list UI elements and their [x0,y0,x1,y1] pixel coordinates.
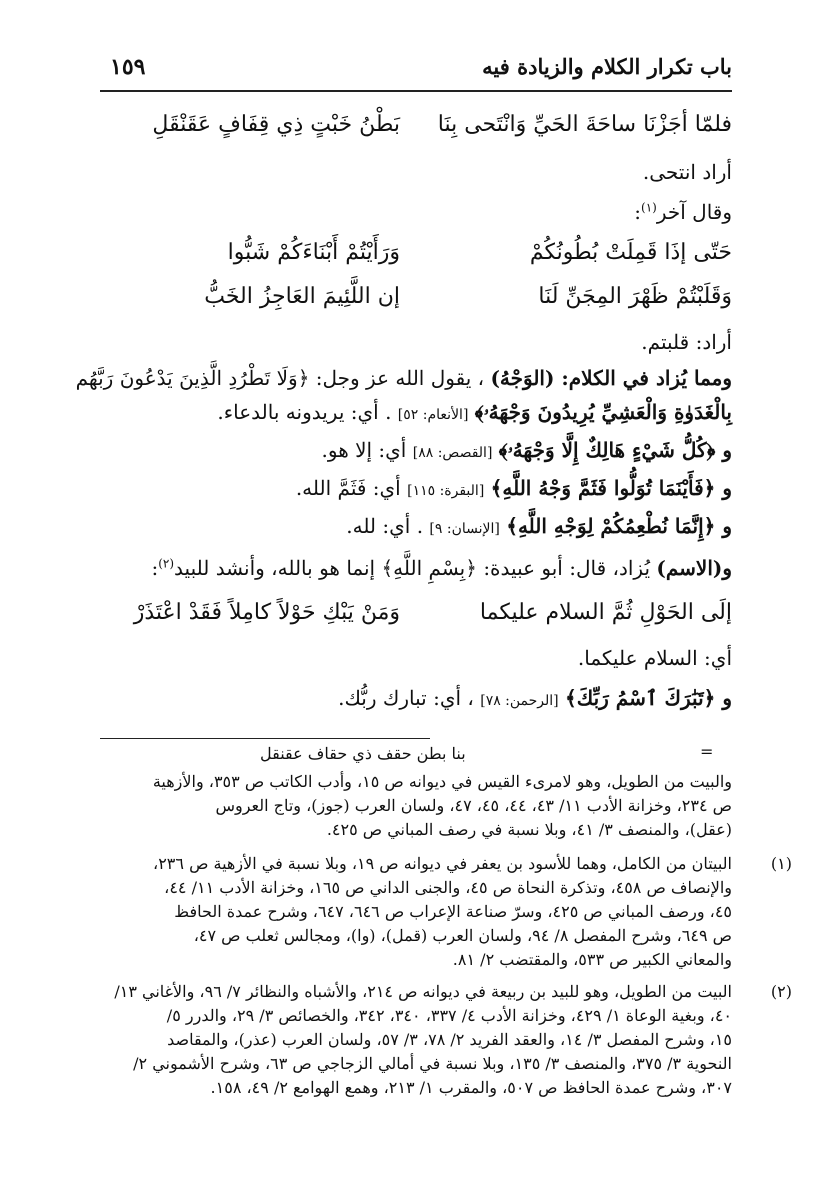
verse-1-second-hemistich: بَطْنُ خَبْتٍ ذِي قِفَافٍ عَقَنْقَلِ [152,112,400,137]
header-rule [100,90,732,92]
quran-line-1 [100,438,732,462]
verse-4-first-hemistich: إلَى الحَوْلِ ثُمَّ السلام عليكما [479,600,732,625]
footnote-line: ص ٦٤٩، وشرح المفصل ٨/ ٩٤، ولسان العرب (قمل)، (وا)، ومجالس ثعلب ص ٤٧، [193,926,732,945]
footnote-line: ٣٠٧، وشرح عمدة الحافظ ص ٥٠٧، والمقرب ١/ ٢١٣، وهمع الهوامع ٢/ ٤٩، ١٥٨. [210,1078,732,1097]
quran-ref: [الأنعام: ٥٢] [397,407,469,423]
verse-4-second-hemistich: وَمَنْ يَبْكِ حَوْلاً كامِلاً فَقَدْ اعْتَذَرْ [133,600,400,625]
page-number: ١٥٩ [110,54,146,80]
page-header [100,54,732,86]
paragraph-tail: . أي: يريدونه بالدعاء. [217,400,392,424]
footnote-continuation-mark: = [700,742,714,761]
footnote-line: والمعاني الكبير ص ٥٣٣، والمقتضب ٢/ ٨١. [452,950,732,969]
footnote-separator [100,738,430,739]
footnote-number: (٢) [770,982,792,1001]
verse-1 [100,112,732,156]
quran-ref: [الإنسان: ٩] [429,521,500,537]
paragraph-text: ، يقول الله عز وجل: ﴿وَلَا تَطْرُدِ الَّذِينَ يَدْعُونَ رَبَّهُم [75,366,485,390]
gloss: أي: فَثَمَّ الله. [295,476,401,500]
footnote-text: البيت من الطويل، وهو للبيد بن ربيعة في ديوانه ص ٢١٤، والأشباه والنظائر ٧/ ٩٦، والأغاني ١٣/ [114,982,732,1001]
gloss: . أي: لله. [346,514,424,538]
paragraph-text: يُزاد، قال: أبو عبيدة: ﴿بِسْمِ اللَّهِ﴾ إنما هو بالله، وأنشد للبيد [174,556,651,580]
quran-ref: [الرحمن: ٧٨] [480,693,559,709]
chapter-title: باب تكرار الكلام والزيادة فيه [482,54,732,79]
footnote-1-line [100,852,792,875]
quran-verse: و ﴿كُلُّ شَيْءٍ هَالِكٌ إِلَّا وَجْهَهُۥ﴾ [498,438,732,462]
footnote-2-line [100,980,792,1003]
explanation-line-3: أي: السلام عليكما. [577,646,732,670]
verse-1-first-hemistich: فلمّا أجَزْنَا ساحَةَ الحَيِّ وَانْتَحى بِنَا [437,112,732,137]
gloss: ، أي: تبارك ربُّك. [338,686,474,710]
quran-verse: و ﴿إِنَّمَا نُطْعِمُكُمْ لِوَجْهِ اللَّهِ﴾ [506,514,732,538]
verse-3 [100,284,732,328]
verse-2-second-hemistich: وَرَأَيْتُمْ أَبْنَاءَكُمْ شَبُّوا [227,240,400,265]
intro-text: وقال آخر [656,200,732,224]
footnote-line: ص ٢٣٤، وخزانة الأدب ١١/ ٤٣، ٤٤، ٤٥، ٤٧، ولسان العرب (جوز)، وتاج العروس [215,796,732,815]
intro-colon: : [634,200,642,224]
quran-line-4 [100,686,732,710]
paragraph-colon: : [151,556,159,580]
paragraph-wajh [75,366,732,390]
footnote-line: ٤٠، وبغية الوعاة ١/ ٤٢٩، وخزانة الأدب ٤/ ٣٣٧، ٣٤٠، ٣٤٢، والخصائص ٣/ ٢٩، والدرر ٥/ [166,1006,732,1025]
verse-3-second-hemistich: إن اللَّئِيمَ العَاجِزُ الخَبُّ [204,284,400,309]
verse-2-first-hemistich: حَتّى إذَا قَمِلَتْ بُطُونُكُمْ [529,240,732,265]
quran-ref: [القصص: ٨٨] [412,445,493,461]
quran-line-3 [100,514,732,538]
quran-verse: و ﴿تَبَٰرَكَ ٱسْمُ رَبِّكَ﴾ [565,686,732,710]
verse-4 [100,600,732,644]
gloss: أي: إلا هو. [321,438,407,462]
verse-3-first-hemistich: وَقَلَبْتُمْ ظَهْرَ المِجَنِّ لَنَا [538,284,732,309]
footnote-line: والبيت من الطويل، وهو لامرىء القيس في ديوانه ص ١٥، وأدب الكاتب ص ٣٥٣، والأزهية [152,772,732,791]
intro-line [100,200,732,224]
footnote-line: ١٥، وشرح المفصل ٣/ ١٤، والعقد الفريد ٢/ ٧٨، ٣/ ٥٧، ولسان العرب (عذر)، والمقاصد [167,1030,732,1049]
paragraph-ism [100,556,732,580]
footnote-line: ٤٥، ورصف المباني ص ٤٢٥، وسرّ صناعة الإعراب ص ٦٤٦، ٦٤٧، وشرح عمدة الحافظ [174,902,732,921]
verse-2 [100,240,732,284]
quran-verse: و ﴿فَأَيْنَمَا تُوَلُّوا فَثَمَّ وَجْهُ اللَّهِ﴾ [490,476,732,500]
footnote-line: النحوية ٣/ ٣٧٥، والمنصف ٣/ ١٣٥، وبلا نسبة في أمالي الزجاجي ص ٦٣، وشرح الأشموني ٢/ [133,1054,732,1073]
footnote-text: البيتان من الكامل، وهما للأسود بن يعفر في ديوانه ص ١٩، وبلا نسبة في الأزهية ص ٢٣٦، [153,854,732,873]
explanation-line: أراد انتحى. [642,160,732,184]
quran-verse: بِالْغَدَوٰةِ وَالْعَشِيِّ يُرِيدُونَ وَجْهَهُۥ﴾ [474,400,732,424]
explanation-line-2: أراد: قلبتم. [641,330,732,354]
paragraph-wajh-cont [100,400,732,424]
paragraph-lead: و(الاسم) [656,556,732,580]
paragraph-lead: ومما يُزاد في الكلام: (الوَجْهُ) [490,366,732,390]
footnote-verse: بنا بطن حقف ذي حقاف عقنقل [260,744,466,763]
footnote-ref-1: (١) [641,200,657,215]
footnote-line: والإنصاف ص ٤٥٨، وتذكرة النحاة ص ٤٥، والجنى الداني ص ١٦٥، وخزانة الأدب ١١/ ٤٤، [164,878,732,897]
footnote-ref-2: (٢) [158,556,175,571]
footnote-number: (١) [770,854,792,873]
quran-ref: [البقرة: ١١٥] [407,483,485,499]
quran-line-2 [100,476,732,500]
footnote-line: (عقل)، والمنصف ٣/ ٤١، وبلا نسبة في رصف المباني ص ٤٢٥. [326,820,732,839]
